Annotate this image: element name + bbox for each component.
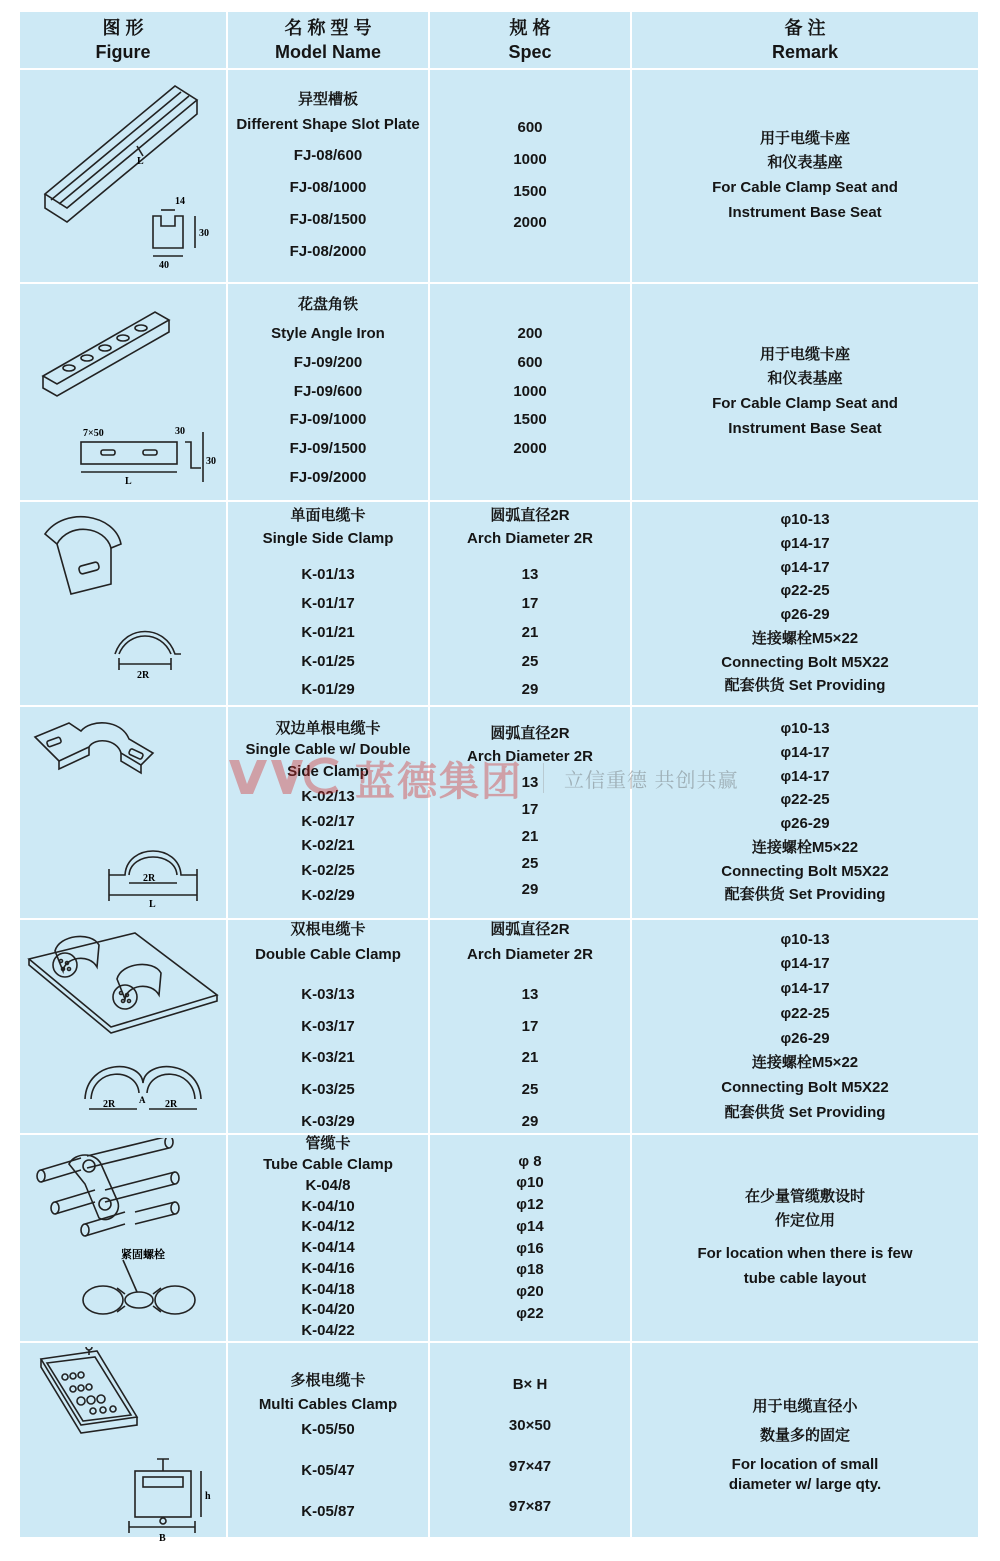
header-remark	[632, 12, 978, 70]
tube-cable-clamp-remark	[632, 1135, 978, 1343]
spec-value: 29	[521, 1112, 539, 1130]
model-code: K-05/47	[301, 1461, 355, 1479]
tube-cable-clamp-name-cn: 管缆卡	[305, 1135, 351, 1153]
slot-plate-name-cn: 异型槽板	[297, 90, 358, 108]
model-code: FJ-08/600	[293, 147, 363, 165]
remark-line: For location of small	[731, 1455, 879, 1473]
model-code: K-01/17	[301, 595, 355, 613]
spec-value: 25	[521, 1081, 539, 1099]
spec-heading-en: Arch Diameter 2R	[467, 946, 593, 964]
spec-heading-cn: 圆弧直径2R	[490, 724, 570, 742]
tube-cable-clamp-spec	[430, 1135, 632, 1343]
remark-line: φ22-25	[780, 791, 830, 809]
angle-iron-label-l: L	[125, 476, 132, 487]
remark-line: φ14-17	[780, 534, 830, 552]
slot-plate-label-14: 14	[175, 196, 185, 207]
model-code: FJ-09/2000	[289, 468, 367, 486]
tube-cable-clamp-figure	[20, 1135, 228, 1343]
model-code: K-04/20	[301, 1301, 355, 1319]
remark-line: 用于电缆卡座	[759, 345, 850, 363]
spec-value: 17	[521, 595, 539, 613]
slot-plate-label-l: L	[137, 156, 144, 167]
remark-line: φ10-13	[780, 930, 830, 948]
single-side-clamp-figure	[20, 502, 228, 707]
model-code: FJ-08/1000	[289, 179, 367, 196]
remark-line: φ22-25	[780, 1004, 830, 1022]
tube-cable-clamp-drawing	[25, 1138, 221, 1338]
spec-value: 97×87	[508, 1498, 552, 1516]
spec-value: 1500	[513, 411, 547, 429]
spec-value: 1000	[513, 382, 547, 400]
double-side-clamp-label-l: L	[149, 898, 156, 910]
spec-value: 2000	[513, 440, 547, 458]
double-side-clamp-label-2r: 2R	[143, 872, 156, 884]
model-code: FJ-09/1000	[289, 411, 367, 429]
remark-line: φ26-29	[780, 815, 830, 832]
model-code: K-02/13	[301, 787, 355, 805]
spec-heading: B× H	[512, 1376, 548, 1393]
model-code: K-01/13	[301, 566, 355, 584]
spec-value: 25	[521, 854, 539, 872]
remark-line: Instrument Base Seat	[728, 203, 882, 221]
multi-cables-clamp-spec	[430, 1343, 632, 1552]
model-code: FJ-08/1500	[289, 210, 367, 228]
model-code: FJ-08/2000	[289, 242, 367, 260]
remark-line: φ14-17	[780, 558, 830, 576]
model-code: K-04/12	[301, 1218, 355, 1236]
double-side-clamp-model	[228, 707, 430, 920]
remark-line: φ14-17	[780, 767, 830, 785]
model-code: K-03/25	[301, 1081, 355, 1099]
multi-cables-clamp-drawing	[25, 1347, 221, 1547]
angle-iron-spec	[430, 284, 632, 502]
multi-cables-clamp-label-b: B	[159, 1532, 166, 1544]
double-cable-clamp-model	[228, 920, 430, 1135]
slot-plate-label-30: 30	[199, 228, 209, 239]
spec-value: 2000	[513, 214, 547, 232]
spec-value: 13	[521, 985, 539, 1003]
slot-plate-drawing	[25, 76, 221, 276]
remark-line: 连接螺栓M5×22	[751, 1054, 859, 1072]
slot-plate-figure	[20, 70, 228, 284]
remark-line: 在少量管缆敷设时	[744, 1187, 865, 1205]
single-side-clamp-spec	[430, 502, 632, 707]
angle-iron-label-30a: 30	[175, 426, 185, 437]
double-cable-clamp-figure	[20, 920, 228, 1135]
model-code: K-04/14	[301, 1239, 355, 1256]
double-side-clamp-name-en-2: Side Clamp	[287, 763, 369, 780]
model-code: K-04/18	[301, 1280, 355, 1298]
spec-value: 600	[517, 119, 543, 136]
spec-value: 1000	[513, 150, 547, 168]
spec-value: 97×47	[508, 1457, 552, 1475]
header-spec	[430, 12, 632, 70]
spec-grid	[20, 12, 978, 1544]
remark-line: φ14-17	[780, 955, 830, 973]
spec-value: 30×50	[508, 1416, 552, 1434]
multi-cables-clamp-model	[228, 1343, 430, 1552]
remark-line: φ26-29	[780, 1029, 830, 1047]
angle-iron-remark	[632, 284, 978, 502]
angle-iron-drawing	[25, 292, 221, 492]
model-code: K-01/25	[301, 652, 355, 670]
single-side-clamp-label-2r: 2R	[137, 669, 150, 681]
multi-cables-clamp-remark	[632, 1343, 978, 1552]
remark-line: φ10-13	[780, 511, 830, 528]
multi-cables-clamp-name-en: Multi Cables Clamp	[258, 1396, 398, 1414]
spec-value: φ 8	[518, 1152, 542, 1170]
single-side-clamp-remark	[632, 502, 978, 707]
slot-plate-label-40: 40	[159, 260, 169, 271]
remark-line: Connecting Bolt M5X22	[721, 653, 889, 671]
angle-iron-model	[228, 284, 430, 502]
double-cable-clamp-label-a: A	[139, 1094, 146, 1105]
spec-value: 200	[517, 325, 543, 343]
remark-line: 连接螺栓M5×22	[751, 629, 859, 647]
spec-heading-en: Arch Diameter 2R	[467, 747, 593, 765]
model-code: K-02/29	[301, 886, 355, 904]
tube-cable-clamp-label-bolt: 紧固螺栓	[121, 1248, 165, 1261]
model-code: K-04/22	[301, 1322, 355, 1339]
spec-value: 25	[521, 652, 539, 670]
multi-cables-clamp-label-h: h	[205, 1490, 211, 1502]
spec-value: φ12	[516, 1196, 544, 1213]
slot-plate-name-en: Different Shape Slot Plate	[236, 115, 420, 133]
model-code: K-05/87	[301, 1502, 355, 1520]
double-side-clamp-spec	[430, 707, 632, 920]
remark-line: 作定位用	[774, 1212, 835, 1230]
spec-value: 13	[521, 566, 539, 584]
tube-cable-clamp-name-en: Tube Cable Clamp	[263, 1156, 393, 1173]
single-side-clamp-name-en: Single Side Clamp	[262, 529, 394, 547]
spec-value: φ14	[516, 1217, 544, 1235]
remark-line: 配套供货 Set Providing	[724, 886, 886, 904]
model-code: K-04/8	[305, 1176, 351, 1194]
spec-value: φ20	[516, 1283, 544, 1300]
remark-line: φ22-25	[780, 582, 830, 600]
angle-iron-name-cn: 花盘角铁	[297, 296, 358, 314]
double-side-clamp-remark	[632, 707, 978, 920]
single-side-clamp-name-cn: 单面电缆卡	[290, 506, 366, 524]
model-code: K-03/17	[301, 1017, 355, 1035]
double-cable-clamp-label-2r-left: 2R	[103, 1098, 116, 1110]
double-cable-clamp-label-2r-right: 2R	[165, 1098, 178, 1110]
model-code: FJ-09/600	[293, 382, 363, 400]
spec-value: φ22	[516, 1304, 544, 1322]
angle-iron-name-en: Style Angle Iron	[271, 325, 385, 343]
remark-line: diameter w/ large qty.	[728, 1476, 882, 1494]
header-spec-en: Spec	[508, 42, 552, 62]
remark-line: For Cable Clamp Seat and	[712, 395, 898, 412]
header-figure	[20, 12, 228, 70]
remark-line: 配套供货 Set Providing	[724, 677, 886, 695]
spec-value: 21	[521, 623, 539, 641]
spec-heading-cn: 圆弧直径2R	[490, 921, 570, 939]
double-cable-clamp-spec	[430, 920, 632, 1135]
slot-plate-spec	[430, 70, 632, 284]
model-code: K-02/17	[301, 812, 355, 830]
spec-value: 600	[517, 353, 543, 371]
spec-value: 17	[521, 801, 539, 819]
header-model-en: Model Name	[274, 42, 382, 62]
header-figure-en: Figure	[95, 42, 151, 62]
double-cable-clamp-remark	[632, 920, 978, 1135]
remark-line: 用于电缆直径小	[752, 1398, 858, 1415]
double-side-clamp-name-cn: 双边单根电缆卡	[275, 719, 381, 737]
model-code: FJ-09/1500	[289, 440, 367, 458]
remark-line: tube cable layout	[743, 1269, 867, 1287]
tube-cable-clamp-model	[228, 1135, 430, 1343]
model-code: K-02/25	[301, 862, 355, 879]
spec-value: φ16	[516, 1239, 544, 1257]
model-code: K-03/21	[301, 1049, 355, 1067]
double-side-clamp-drawing	[25, 713, 221, 913]
remark-line: For Cable Clamp Seat and	[712, 179, 898, 196]
spec-heading-en: Arch Diameter 2R	[467, 529, 593, 547]
model-code: FJ-09/200	[293, 353, 363, 371]
header-model	[228, 12, 430, 70]
single-side-clamp-drawing	[25, 504, 221, 704]
angle-iron-label-30b: 30	[206, 456, 216, 467]
spec-value: 21	[521, 827, 539, 845]
angle-iron-label-7x50: 7×50	[83, 428, 104, 439]
double-cable-clamp-drawing	[25, 927, 221, 1127]
remark-line: 配套供货 Set Providing	[724, 1103, 886, 1121]
spec-value: 21	[521, 1049, 539, 1067]
remark-line: 和仪表基座	[767, 154, 843, 172]
model-code: K-01/21	[301, 623, 355, 641]
model-code: K-04/16	[301, 1259, 355, 1277]
remark-line: Connecting Bolt M5X22	[721, 862, 889, 880]
model-code: K-02/21	[301, 837, 355, 855]
slot-plate-remark	[632, 70, 978, 284]
remark-line: φ10-13	[780, 720, 830, 737]
double-cable-clamp-name-cn: 双根电缆卡	[290, 921, 366, 939]
spec-value: 29	[521, 881, 539, 899]
remark-line: φ14-17	[780, 980, 830, 997]
multi-cables-clamp-name-cn: 多根电缆卡	[290, 1371, 366, 1389]
remark-line: Connecting Bolt M5X22	[721, 1079, 889, 1096]
header-model-cn: 名 称 型 号	[284, 17, 372, 38]
brand-slogan: 立信重德 共创共赢	[564, 769, 739, 792]
model-code: K-04/10	[301, 1197, 355, 1215]
double-side-clamp-figure	[20, 707, 228, 920]
product-spec-table	[20, 12, 978, 1544]
double-side-clamp-name-en: Single Cable w/ Double	[245, 741, 411, 759]
double-cable-clamp-name-en: Double Cable Clamp	[255, 946, 401, 964]
header-figure-cn: 图 形	[102, 17, 144, 38]
single-side-clamp-model	[228, 502, 430, 707]
model-code: K-03/29	[301, 1112, 355, 1130]
remark-line: 用于电缆卡座	[759, 129, 850, 147]
spec-heading-cn: 圆弧直径2R	[490, 506, 570, 524]
remark-line: 连接螺栓M5×22	[751, 838, 859, 856]
spec-value: 29	[521, 681, 539, 699]
angle-iron-figure	[20, 284, 228, 502]
brand-name: 蓝德集团	[355, 759, 523, 804]
header-spec-cn: 规 格	[509, 17, 551, 38]
model-code: K-03/13	[301, 985, 355, 1003]
spec-value: 17	[521, 1017, 539, 1035]
model-code: K-01/29	[301, 681, 355, 699]
header-remark-en: Remark	[771, 42, 839, 62]
remark-line: For location when there is few	[697, 1245, 913, 1262]
remark-line: 数量多的固定	[759, 1426, 850, 1444]
spec-value: φ10	[516, 1174, 544, 1192]
remark-line: 和仪表基座	[767, 370, 843, 388]
model-code: K-05/50	[301, 1421, 355, 1439]
spec-value: φ18	[516, 1261, 544, 1279]
remark-line: φ26-29	[780, 606, 830, 623]
slot-plate-model	[228, 70, 430, 284]
remark-line: Instrument Base Seat	[728, 419, 882, 437]
spec-value: 13	[521, 774, 539, 792]
remark-line: φ14-17	[780, 743, 830, 761]
header-remark-cn: 备 注	[784, 17, 826, 38]
multi-cables-clamp-figure	[20, 1343, 228, 1552]
spec-value: 1500	[513, 182, 547, 200]
